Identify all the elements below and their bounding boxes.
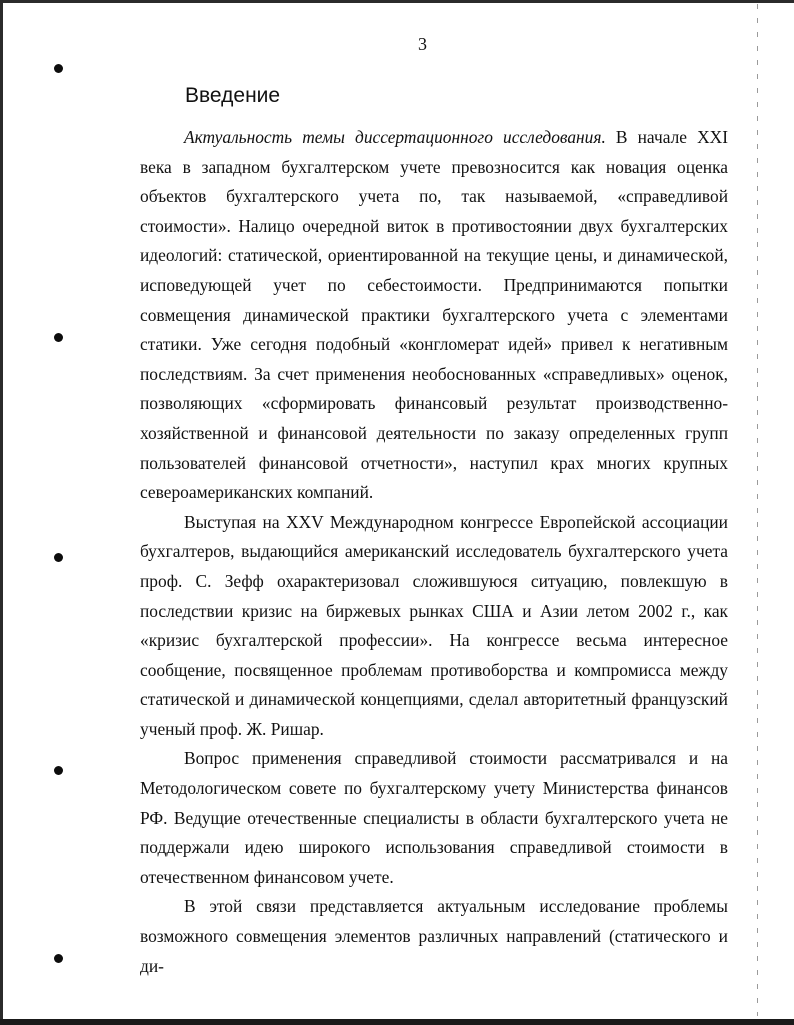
paragraph: В этой связи представляется актуальным исследование проблемы возможного совмещения элементов различных направлений (статического и ди-	[140, 896, 728, 976]
binder-hole	[54, 553, 63, 562]
binder-hole	[54, 333, 63, 342]
scan-border-left	[0, 0, 3, 1025]
body-text	[140, 123, 728, 981]
paragraph: Вопрос применения справедливой стоимости рассматривался и на Методологическом совете по бухгалтерскому учету Министерства финансов РФ. Ведущие отечественные специалисты в области бухгалтерского учета не поддержали идею широкого использования справедливой стоимости в отечественном финансовом учете.	[140, 748, 728, 887]
binder-hole	[54, 954, 63, 963]
binder-hole	[54, 766, 63, 775]
paragraph: Выступая на XXV Международном конгрессе Европейской ассоциации бухгалтеров, выдающийся американский исследователь бухгалтерского учета проф. С. Зефф охарактеризовал сложившуюся ситуацию, повлекшую в последствии кризис на биржевых рынках США и Азии летом 2002 г., как «кризис бухгалтерской профессии». На конгрессе весьма интересное сообщение, посвященное проблемам противоборства и компромисса между статической и динамической концепциями, сделал авторитетный французский ученый проф. Ж. Ришар.	[140, 511, 728, 739]
paragraph-lead: Актуальность темы диссертационного исследования.	[184, 127, 606, 147]
binder-hole	[54, 64, 63, 73]
page-number: 3	[418, 34, 427, 54]
paragraph-text: В начале XXI века в западном бухгалтерском учете превозносится как новация оценка объектов бухгалтерского учета по, так называемой, «справедливой стоимости». Налицо очередной виток в противостоянии двух бухгалтерских идеологий: статической, ориентированной на текущие цены, и динамической, исповедующей учет по себестоимости. Предпринимаются попытки совмещения динамической практики бухгалтерского учета с элементами статики. Уже сегодня подобный «конгломерат идей» привел к негативным последствиям. За счет применения необоснованных «справедливых» оценок, позволяющих «сформировать финансовый результат производственно-хозяйственной и финансовой деятельности по заказу определенных групп пользователей финансовой отчетности», наступил крах многих крупных североамериканских компаний.	[140, 127, 728, 503]
scan-border-top	[0, 0, 794, 3]
paragraph	[140, 123, 728, 508]
section-heading: Введение	[185, 84, 281, 107]
scan-border-right	[757, 4, 758, 1016]
scan-border-bottom	[0, 1019, 794, 1025]
